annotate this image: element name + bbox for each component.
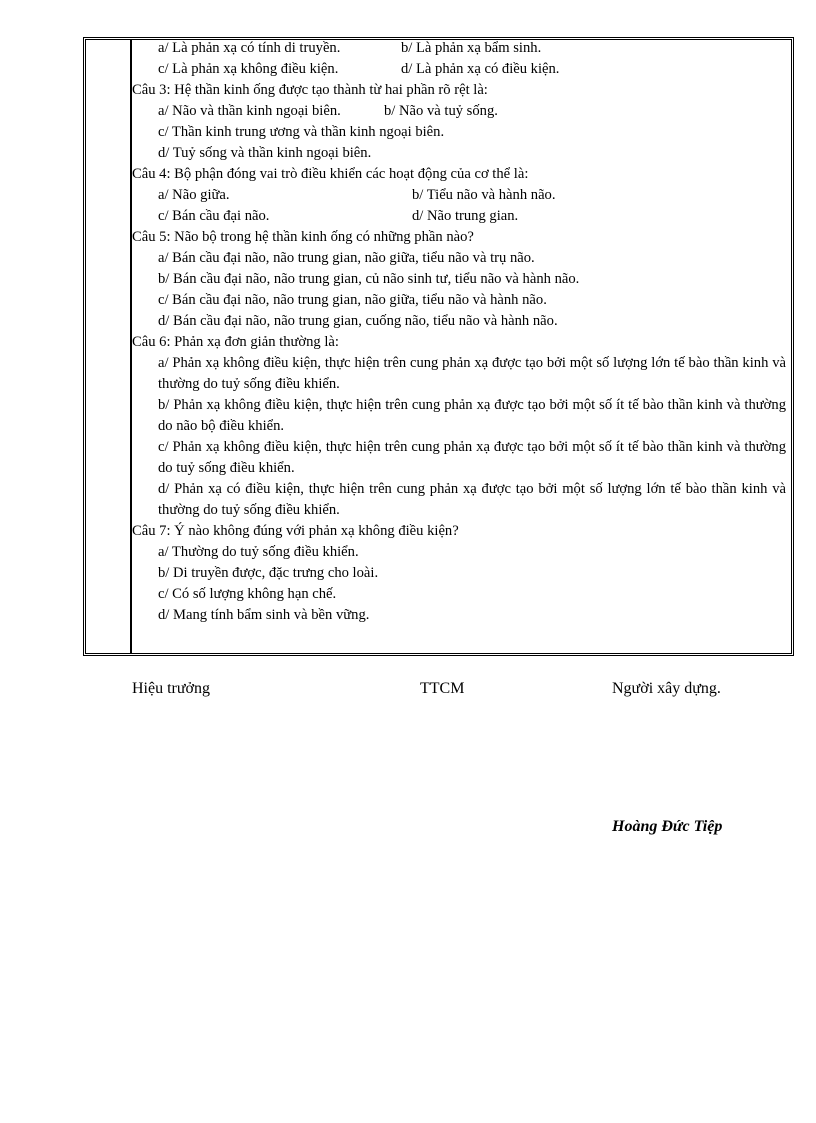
q7-option-c: c/ Có số lượng không hạn chế. [158, 586, 337, 602]
q3-option-a: a/ Não và thần kinh ngoại biên. [158, 103, 341, 119]
principal-signature-label: Hiệu trưởng [132, 680, 211, 697]
q5-question: Câu 5: Não bộ trong hệ thần kinh ống có những phần nào? [132, 229, 474, 245]
q6-question: Câu 6: Phản xạ đơn giản thường là: [132, 334, 339, 350]
q6-option-a: a/ Phản xạ không điều kiện, thực hiện trên cung phản xạ được tạo bởi một số lượng lớn tế bào thần kinh và thường do tuỷ sống điều khiển. [158, 355, 786, 392]
q5-option-a: a/ Bán cầu đại não, não trung gian, não giữa, tiểu não và trụ não. [158, 250, 535, 266]
q2-options-row-1 [132, 38, 786, 59]
q6-option-d: d/ Phản xạ có điều kiện, thực hiện trên cung phản xạ được tạo bởi một số lượng lớn tế bào thần kinh và thường do tuỷ sống điều khiển. [158, 481, 786, 518]
q2-option-c: c/ Là phản xạ không điều kiện. [158, 61, 339, 77]
q5-option-c: c/ Bán cầu đại não, não trung gian, não giữa, tiểu não và hành não. [158, 292, 547, 308]
q2-options-row-2 [132, 59, 786, 80]
q7-option-a: a/ Thường do tuỷ sống điều khiển. [158, 544, 359, 560]
q3-option-d: d/ Tuỷ sống và thần kinh ngoại biên. [158, 145, 372, 161]
ttcm-signature-label: TTCM [420, 680, 465, 697]
q7-option-b: b/ Di truyền được, đặc trưng cho loài. [158, 565, 379, 581]
q7-option-d: d/ Mang tính bẩm sinh và bền vững. [158, 607, 370, 623]
q2-option-d: d/ Là phản xạ có điều kiện. [401, 61, 560, 77]
q2-option-a: a/ Là phản xạ có tính di truyền. [158, 40, 341, 56]
q6-option-c: c/ Phản xạ không điều kiện, thực hiện trên cung phản xạ được tạo bởi một số ít tế bào thần kinh và thường do tuỷ sống điều khiển. [158, 439, 786, 476]
q3-option-b: b/ Não và tuỷ sống. [384, 103, 498, 119]
q4-options-row-1 [132, 185, 786, 206]
q3-option-c: c/ Thần kinh trung ương và thần kinh ngoại biên. [158, 124, 445, 140]
q7-question: Câu 7: Ý nào không đúng với phản xạ không điều kiện? [132, 523, 459, 539]
q4-option-a: a/ Não giữa. [158, 187, 230, 203]
q4-option-b: b/ Tiểu não và hành não. [412, 187, 556, 203]
q4-option-c: c/ Bán cầu đại não. [158, 208, 270, 224]
q5-option-b: b/ Bán cầu đại não, não trung gian, củ não sinh tư, tiểu não và hành não. [158, 271, 580, 287]
author-signature-label: Người xây dựng. [612, 680, 721, 697]
q2-option-b: b/ Là phản xạ bẩm sinh. [401, 40, 542, 56]
question-content [132, 38, 786, 626]
q5-option-d: d/ Bán cầu đại não, não trung gian, cuống não, tiểu não và hành não. [158, 313, 558, 329]
q4-options-row-2 [132, 206, 786, 227]
q3-options-row-1 [132, 101, 786, 122]
q6-option-b: b/ Phản xạ không điều kiện, thực hiện trên cung phản xạ được tạo bởi một số ít tế bào thần kinh và thường do não bộ điều khiển. [158, 397, 786, 434]
q3-question: Câu 3: Hệ thần kinh ống được tạo thành từ hai phần rõ rệt là: [132, 82, 488, 98]
q4-option-d: d/ Não trung gian. [412, 208, 519, 224]
q4-question: Câu 4: Bộ phận đóng vai trò điều khiển các hoạt động của cơ thể là: [132, 166, 529, 182]
author-name: Hoàng Đức Tiệp [612, 818, 723, 835]
